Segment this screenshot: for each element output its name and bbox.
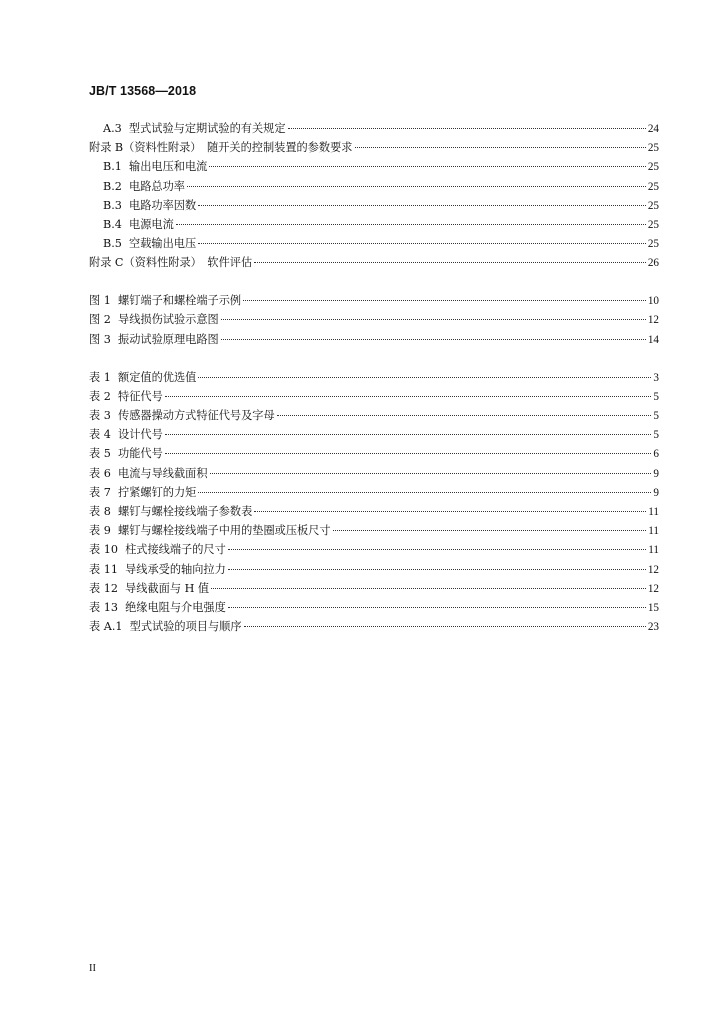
toc-entry-page: 12 [647,563,659,576]
toc-entry-spacer [122,215,129,234]
toc-entry-number: B.2 [103,179,122,193]
toc-entry-page: 14 [647,333,659,346]
toc-entry-number: 图 3 [89,332,111,346]
toc-entry-page: 11 [648,525,659,538]
toc-entry-page: 12 [647,314,659,327]
dot-leader [228,569,646,570]
toc-entry-number: 附录 C [89,256,124,270]
toc-entry-spacer [118,579,125,598]
toc-entry[interactable] [89,330,659,349]
toc-entry-spacer [122,234,129,253]
toc-entry[interactable] [89,119,659,138]
dot-leader [244,626,646,627]
toc-entry-number: 表 9 [89,524,111,538]
toc-entry-number: B.4 [103,217,122,231]
toc-entry-title: 电源电流 [129,217,174,231]
toc-entry-number: B.5 [103,237,122,251]
dot-leader [198,243,646,244]
dot-leader [165,453,652,454]
toc-entry-title: 柱式接线端子的尺寸 [125,543,226,557]
toc-entry-number: 表 5 [89,447,111,461]
toc-entry[interactable] [89,157,659,176]
dot-leader [288,128,646,129]
toc-entry-spacer [111,368,118,387]
toc-entry-spacer [111,330,118,349]
dot-leader [198,205,646,206]
dot-leader [198,377,651,378]
dot-leader [221,339,646,340]
toc-entry-number: 表 8 [89,504,111,518]
toc-entry-title: 螺钉端子和螺栓端子示例 [118,294,242,308]
dot-leader [176,224,646,225]
toc-entry-number: 表 2 [89,389,111,403]
toc-entry[interactable] [89,234,659,253]
toc-entry-number: A.3 [103,122,122,135]
dot-leader [333,530,647,531]
toc-entry-number: 表 12 [89,581,118,595]
toc-entry-number: 图 2 [89,313,111,327]
toc-entry-title: 振动试验原理电路图 [118,332,219,346]
toc-entry-number: B.3 [103,198,122,212]
toc-entry-spacer [118,560,125,579]
toc-entry-title: （资料性附录） 软件评估 [123,256,253,270]
toc-entry-spacer [111,310,118,329]
table-of-contents [89,119,659,636]
toc-entry-spacer [122,119,129,138]
toc-entry[interactable] [89,368,659,387]
dot-leader [211,588,646,589]
toc-entry-title: 电路功率因数 [129,198,197,212]
dot-leader [228,549,646,550]
toc-entry[interactable] [89,138,659,157]
toc-entry[interactable] [89,521,659,540]
toc-entry-page: 25 [647,142,659,155]
dot-leader [198,492,651,493]
toc-entry-number: 图 1 [89,294,111,308]
toc-entry-spacer [111,406,118,425]
toc-entry-page: 9 [653,486,659,499]
toc-entry-title: 额定值的优选值 [118,370,197,384]
toc-entry-page: 9 [653,467,659,480]
toc-entry-page: 5 [653,429,659,442]
toc-entry-page: 3 [653,371,659,384]
toc-entry[interactable] [89,560,659,579]
dot-leader [187,186,646,187]
toc-entry[interactable] [89,464,659,483]
dot-leader [254,262,646,263]
toc-entry-title: 电路总功率 [129,179,185,193]
toc-entry[interactable] [89,598,659,617]
toc-entry[interactable] [89,196,659,215]
toc-entry-spacer [123,617,130,636]
toc-entry-page: 24 [647,123,659,135]
toc-entry-number: 表 A.1 [89,620,123,634]
toc-entry-page: 5 [653,410,659,423]
toc-entry-title: 导线截面与 H 值 [125,581,210,595]
dot-leader [165,434,652,435]
toc-entry-number: 表 1 [89,370,111,384]
toc-entry-number: 表 4 [89,428,111,442]
dot-leader [221,319,646,320]
toc-entry-number: 附录 B [89,141,124,155]
toc-entry-number: B.1 [103,160,122,174]
toc-entry-title: （资料性附录） 随开关的控制装置的参数要求 [123,141,353,155]
toc-entry-spacer [122,157,129,176]
toc-entry-page: 26 [647,257,659,270]
toc-entry-title: 螺钉与螺栓接线端子参数表 [118,504,253,518]
toc-entry[interactable] [89,483,659,502]
toc-entry-spacer [111,521,118,540]
toc-entry-number: 表 13 [89,600,118,614]
toc-entry[interactable] [89,253,659,272]
toc-entry-number: 表 11 [89,562,118,576]
toc-entry-title: 设计代号 [118,428,163,442]
toc-entry-page: 23 [647,621,659,634]
toc-entry-page: 25 [647,180,659,193]
dot-leader [209,166,645,167]
document-number: JB/T 13568—2018 [89,84,197,98]
toc-entry-spacer [111,502,118,521]
toc-group [89,368,659,637]
toc-entry[interactable] [89,579,659,598]
toc-entry-spacer [118,540,125,559]
toc-entry-number: 表 10 [89,543,118,557]
page-number: II [89,963,96,974]
toc-entry[interactable] [89,215,659,234]
dot-leader [228,607,646,608]
dot-leader [210,473,652,474]
toc-entry-spacer [118,598,125,617]
toc-entry-number: 表 3 [89,409,111,423]
toc-entry-page: 5 [653,390,659,403]
toc-entry-number: 表 6 [89,466,111,480]
toc-entry-page: 11 [648,505,659,518]
dot-leader [254,511,646,512]
toc-entry-number: 表 7 [89,485,111,499]
dot-leader [277,415,652,416]
toc-entry-spacer [111,387,118,406]
toc-entry[interactable] [89,177,659,196]
toc-entry-title: 功能代号 [118,447,163,461]
toc-entry[interactable] [89,425,659,444]
toc-entry-spacer [111,425,118,444]
toc-group [89,119,659,273]
toc-entry-title: 绝缘电阻与介电强度 [125,600,226,614]
toc-entry-title: 传感器操动方式特征代号及字母 [118,409,275,423]
toc-entry-page: 15 [647,601,659,614]
toc-entry-spacer [111,444,118,463]
dot-leader [243,300,646,301]
toc-entry[interactable] [89,406,659,425]
toc-entry-spacer [122,177,129,196]
toc-entry-page: 25 [647,218,659,231]
toc-entry-title: 导线损伤试验示意图 [118,313,219,327]
toc-entry-title: 电流与导线截面积 [118,466,208,480]
toc-entry-page: 10 [647,295,659,308]
toc-entry[interactable] [89,540,659,559]
toc-entry-title: 导线承受的轴向拉力 [125,562,226,576]
toc-entry[interactable] [89,444,659,463]
dot-leader [355,147,646,148]
toc-entry-title: 型式试验的项目与顺序 [129,620,242,634]
toc-entry-page: 25 [647,199,659,212]
toc-entry[interactable] [89,291,659,310]
toc-entry-title: 型式试验与定期试验的有关规定 [128,122,286,135]
toc-entry-page: 25 [647,161,659,174]
toc-entry-page: 11 [648,544,659,557]
toc-entry-page: 25 [647,238,659,251]
toc-group [89,291,659,349]
toc-entry[interactable] [89,502,659,521]
toc-entry-spacer [111,291,118,310]
toc-entry-page: 6 [653,448,659,461]
toc-entry-spacer [111,464,118,483]
toc-entry-title: 输出电压和电流 [129,160,208,174]
toc-entry[interactable] [89,387,659,406]
dot-leader [165,396,652,397]
toc-entry-title: 拧紧螺钉的力矩 [118,485,197,499]
toc-entry-title: 特征代号 [118,389,163,403]
toc-entry[interactable] [89,617,659,636]
toc-entry-title: 螺钉与螺栓接线端子中用的垫圈或压板尺寸 [118,524,331,538]
toc-entry-spacer [111,483,118,502]
toc-entry-page: 12 [647,582,659,595]
toc-entry[interactable] [89,310,659,329]
toc-entry-title: 空载输出电压 [129,237,197,251]
toc-entry-spacer [122,196,129,215]
